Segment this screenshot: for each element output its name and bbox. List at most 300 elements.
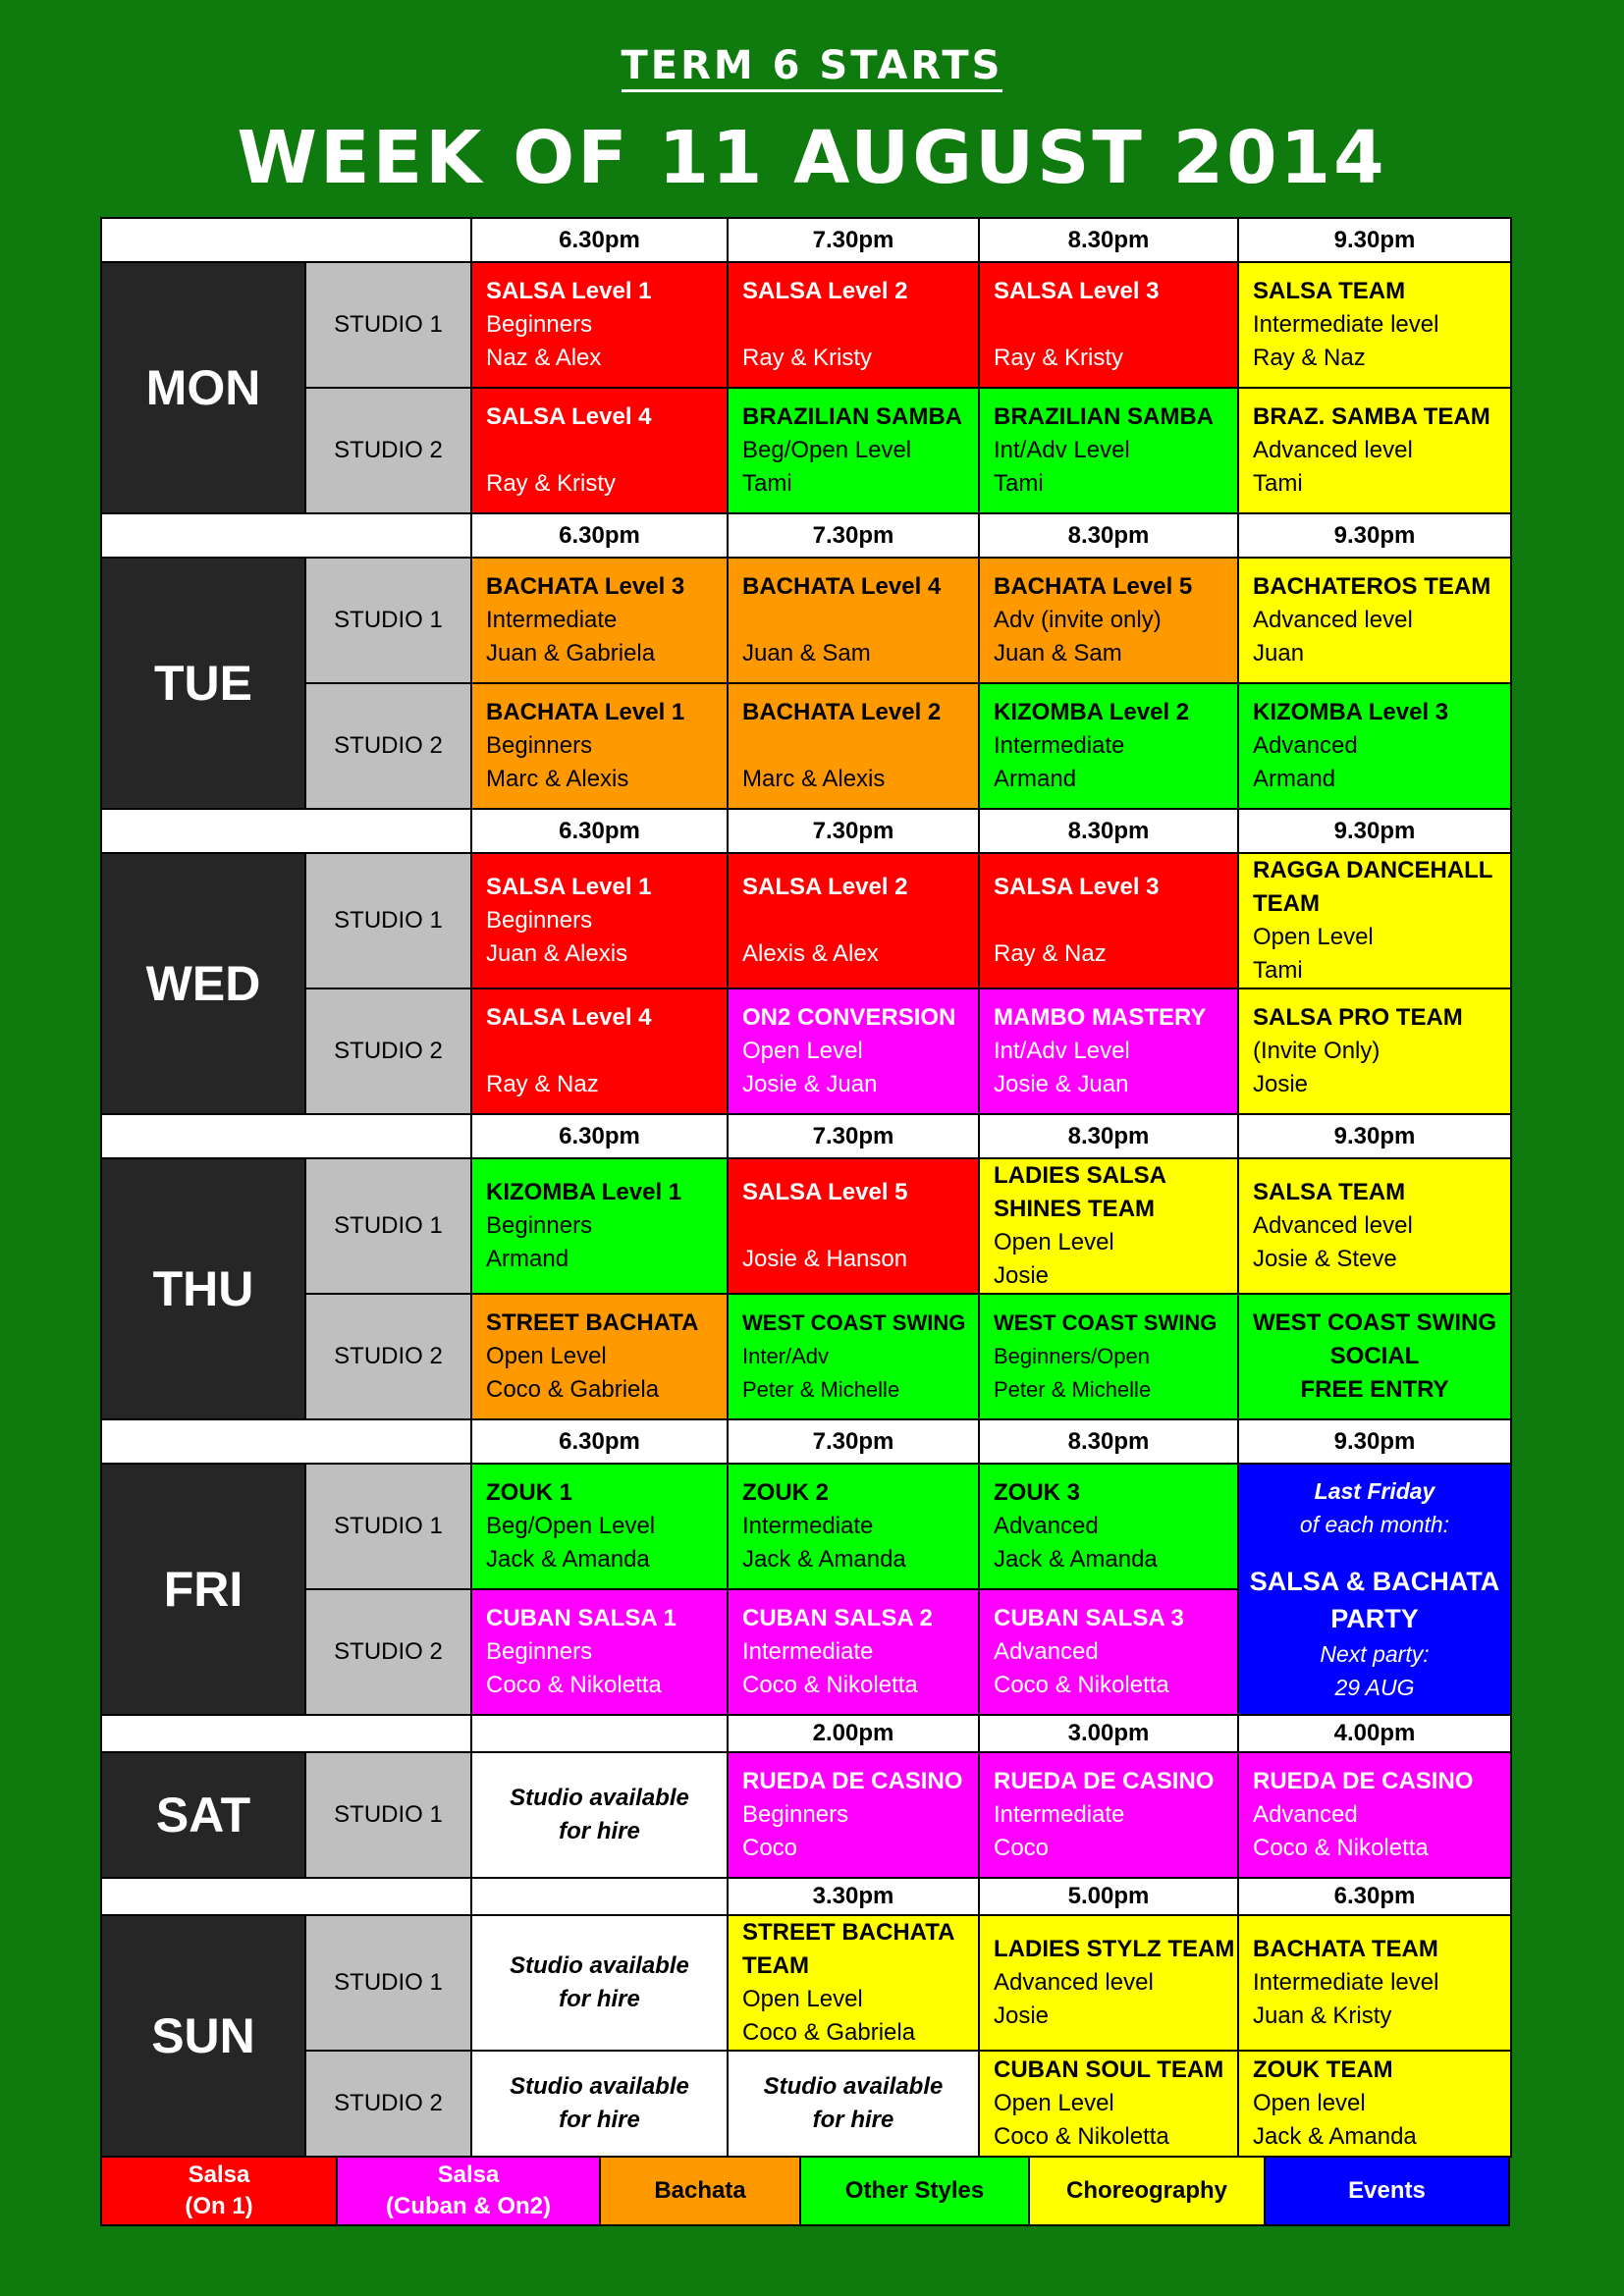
cell-line: Advanced [1253,1801,1358,1828]
class-title: ZOUK TEAM [1253,2056,1393,2083]
time-header [978,1113,1239,1159]
class-cell [1237,2050,1512,2158]
class-title: STREET BACHATA [486,1309,699,1336]
class-title: BACHATA Level 2 [742,699,942,725]
cell-line: Armand [1253,766,1336,792]
class-cell [1237,852,1512,989]
studio-label [304,852,472,989]
class-title: RUEDA DE CASINO [1253,1768,1474,1794]
class-title: SALSA Level 2 [742,874,908,900]
cell-line: Ray & Kristy [994,345,1124,371]
time-label: 4.00pm [1333,1720,1416,1746]
day-name: MON [145,360,261,415]
cell-line: Beginners [486,732,593,759]
class-title: KIZOMBA Level 2 [994,699,1190,725]
hire-cell [727,2050,980,2158]
time-label: 2.00pm [812,1720,894,1746]
time-header [470,217,729,263]
cell-line: Ray & Kristy [742,345,873,371]
cell-line: Adv (invite only) [994,607,1162,633]
class-cell [1237,387,1512,514]
time-header [1237,1877,1512,1916]
cell-line: of each month: [1299,1512,1450,1537]
class-cell [727,261,980,389]
cell-line: Intermediate level [1253,1969,1439,1996]
page-title: WEEK OF 11 AUGUST 2014 [237,116,1387,200]
studio-label [304,1463,472,1590]
time-label: 7.30pm [812,1122,894,1149]
legend-item [801,2158,1030,2224]
legend-label: Salsa [188,2162,250,2188]
class-title: Studio available [510,2073,689,2100]
color-legend [100,2156,1510,2226]
class-title: BRAZILIAN SAMBA [742,403,962,430]
studio-label [304,2050,472,2158]
studio-name: STUDIO 1 [334,907,443,934]
cell-line: Jack & Amanda [994,1546,1158,1573]
cell-line: Coco & Nikoletta [742,1672,918,1698]
class-cell [470,261,729,389]
day-name: SAT [155,1788,251,1842]
legend-label: (Cuban & On2) [386,2193,551,2219]
day-label-fri [100,1463,306,1716]
class-title: ZOUK 3 [994,1479,1081,1506]
cell-line: Josie & Steve [1253,1246,1397,1272]
cell-line: Advanced level [1253,1212,1413,1239]
day-label-tue [100,557,306,810]
cell-line: Beginners [486,1638,593,1665]
time-header-blank [100,808,472,854]
time-label: 5.00pm [1067,1883,1150,1909]
studio-label [304,1914,472,2052]
spacer [1247,1541,1502,1563]
cell-line: Advanced [994,1638,1099,1665]
cell-line: Beginners [486,1212,593,1239]
term-heading-text: TERM 6 STARTS [622,43,1003,92]
cell-line [742,729,978,763]
class-title: SALSA Level 5 [742,1179,908,1205]
cell-line: Marc & Alexis [742,766,886,792]
day-name: THU [152,1261,254,1316]
class-cell [727,1751,980,1879]
cell-line: Josie & Hanson [742,1246,908,1272]
studio-name: STUDIO 1 [334,311,443,338]
cell-line: Juan & Sam [994,640,1122,667]
class-cell [470,852,729,989]
class-title: WEST COAST SWING [742,1310,966,1335]
cell-line: Intermediate [994,732,1125,759]
class-cell [978,852,1239,989]
cell-line: Open Level [486,1343,607,1369]
cell-line: Coco [742,1835,798,1861]
cell-line: PARTY [1330,1604,1419,1633]
legend-label: Bachata [654,2177,746,2204]
class-cell [978,557,1239,684]
legend-item [601,2158,801,2224]
time-header [1237,1418,1512,1465]
class-cell [978,1293,1239,1420]
class-title: ZOUK 1 [486,1479,573,1506]
cell-line: Josie & Juan [742,1071,878,1097]
cell-line: Tami [1253,470,1303,497]
cell-line [486,434,727,467]
cell-line: Beginners [486,311,593,338]
studio-label [304,387,472,514]
class-cell [978,988,1239,1115]
cell-line [742,604,978,637]
cell-line: Peter & Michelle [742,1377,900,1402]
time-header [978,512,1239,559]
time-label: 8.30pm [1067,226,1150,253]
studio-name: STUDIO 2 [334,2090,443,2116]
cell-line: Int/Adv Level [994,437,1130,463]
class-title: STREET BACHATA [742,1919,955,1946]
class-title: KIZOMBA Level 1 [486,1179,682,1205]
cell-line: Intermediate [742,1638,874,1665]
time-header [978,1418,1239,1465]
class-title: RUEDA DE CASINO [994,1768,1215,1794]
cell-line: Intermediate [486,607,618,633]
cell-line: Juan & Sam [742,640,871,667]
time-label: 8.30pm [1067,817,1150,844]
time-header [470,1877,729,1916]
cell-line [994,308,1237,342]
time-label: 8.30pm [1067,1427,1150,1455]
studio-name: STUDIO 1 [334,1212,443,1239]
time-label: 6.30pm [1333,1883,1416,1909]
class-cell [470,387,729,514]
class-cell [727,988,980,1115]
time-header [727,808,980,854]
cell-line: SHINES TEAM [994,1196,1156,1222]
time-label: 8.30pm [1067,521,1150,549]
class-cell [727,1588,980,1716]
class-title: WEST COAST SWING [994,1310,1218,1335]
class-title: BRAZ. SAMBA TEAM [1253,403,1490,430]
time-label: 7.30pm [812,817,894,844]
cell-line: Ray & Kristy [486,470,617,497]
cell-line: Jack & Amanda [486,1546,650,1573]
class-title: SALSA Level 2 [742,278,908,304]
cell-line [742,1209,978,1243]
cell-line: Josie & Juan [994,1071,1129,1097]
time-header [727,1877,980,1916]
time-header [1237,217,1512,263]
class-cell [470,557,729,684]
cell-line: Beginners/Open [994,1344,1150,1368]
cell-line [994,904,1237,937]
class-cell [978,682,1239,810]
cell-line [742,904,978,937]
class-title: LADIES SALSA [994,1162,1167,1189]
cell-line: Ray & Naz [994,940,1107,967]
class-cell [727,557,980,684]
studio-name: STUDIO 1 [334,607,443,633]
class-title: RAGGA DANCEHALL [1253,857,1493,883]
studio-name: STUDIO 2 [334,732,443,759]
studio-label [304,988,472,1115]
cell-line: Coco & Gabriela [742,2019,916,2046]
class-cell [727,1157,980,1295]
cell-line: Int/Adv Level [994,1038,1130,1064]
class-title: BACHATA Level 1 [486,699,685,725]
class-cell [727,387,980,514]
class-cell [727,682,980,810]
cell-line: Peter & Michelle [994,1377,1152,1402]
time-label: 8.30pm [1067,1122,1150,1149]
time-header [1237,808,1512,854]
day-name: WED [145,956,261,1011]
cell-line: (Invite Only) [1253,1038,1380,1064]
cell-line: Tami [1253,957,1303,984]
class-title: Last Friday [1314,1478,1435,1504]
cell-line: Advanced level [994,1969,1154,1996]
cell-line: Jack & Amanda [742,1546,906,1573]
class-cell [470,1463,729,1590]
cell-line: Advanced [994,1513,1099,1539]
time-header [727,1418,980,1465]
cell-line: Marc & Alexis [486,766,629,792]
day-name: SUN [151,2008,255,2063]
cell-line: SOCIAL [1329,1343,1420,1369]
cell-line: Ray & Naz [1253,345,1366,371]
class-title: ZOUK 2 [742,1479,830,1506]
cell-line: Jack & Amanda [1253,2123,1417,2150]
day-label-sat [100,1751,306,1879]
cell-line: Juan & Kristy [1253,2002,1392,2029]
party-cell [1237,1463,1512,1716]
cell-line: Armand [994,766,1077,792]
time-header [727,217,980,263]
hire-cell [470,2050,729,2158]
term-heading [0,43,1624,88]
class-cell [470,1588,729,1716]
class-title: CUBAN SOUL TEAM [994,2056,1224,2083]
cell-line: 29 AUG [1334,1675,1415,1700]
legend-item [1030,2158,1266,2224]
time-label: 6.30pm [559,1122,640,1149]
class-title: CUBAN SALSA 3 [994,1605,1184,1631]
class-cell [727,1463,980,1590]
hire-cell [470,1751,729,1879]
class-title: CUBAN SALSA 2 [742,1605,933,1631]
class-title: MAMBO MASTERY [994,1004,1207,1031]
cell-line: TEAM [1253,890,1320,917]
cell-line: Alexis & Alex [742,940,879,967]
class-cell [470,1157,729,1295]
cell-line: Open Level [742,1038,863,1064]
class-title: SALSA Level 3 [994,278,1160,304]
studio-name: STUDIO 2 [334,1638,443,1665]
class-cell [1237,557,1512,684]
studio-label [304,261,472,389]
studio-label [304,557,472,684]
cell-line: Armand [486,1246,569,1272]
class-title: Studio available [510,1952,689,1979]
time-header-blank [100,217,472,263]
studio-name: STUDIO 1 [334,1969,443,1996]
studio-label [304,1157,472,1295]
time-label: 9.30pm [1333,226,1416,253]
time-header [1237,1113,1512,1159]
legend-label: Events [1348,2177,1426,2204]
cell-line: Beginners [486,907,593,934]
class-cell [978,1157,1239,1295]
cell-line: Naz & Alex [486,345,602,371]
cell-line: Tami [742,470,792,497]
cell-line: Coco & Nikoletta [994,1672,1169,1698]
cell-line: Juan [1253,640,1305,667]
class-cell [978,1914,1239,2052]
cell-line: TEAM [742,1952,809,1979]
class-title: SALSA Level 4 [486,1004,652,1031]
cell-line: Juan & Gabriela [486,640,656,667]
cell-line: Tami [994,470,1044,497]
time-label: 9.30pm [1333,1427,1416,1455]
class-cell [727,1914,980,2052]
class-title: KIZOMBA Level 3 [1253,699,1449,725]
cell-line: Coco & Nikoletta [486,1672,662,1698]
time-header [727,1714,980,1753]
studio-label [304,682,472,810]
class-cell [1237,1914,1512,2052]
time-header [978,808,1239,854]
time-label: 9.30pm [1333,817,1416,844]
class-title: ON2 CONVERSION [742,1004,956,1031]
cell-line: for hire [559,1986,640,2012]
class-title: CUBAN SALSA 1 [486,1605,677,1631]
legend-item [338,2158,601,2224]
day-label-wed [100,852,306,1115]
class-cell [978,1588,1239,1716]
time-label: 7.30pm [812,1427,894,1455]
class-title: SALSA PRO TEAM [1253,1004,1463,1031]
cell-line: Inter/Adv [742,1344,830,1368]
class-title: SALSA Level 4 [486,403,652,430]
cell-line: Josie [1253,1071,1309,1097]
time-header-blank [100,1113,472,1159]
cell-line: for hire [559,1818,640,1844]
class-cell [1237,988,1512,1115]
class-cell [1237,261,1512,389]
class-cell [727,1293,980,1420]
time-label: 6.30pm [559,1427,640,1455]
time-header [470,1418,729,1465]
cell-line: Josie [994,1262,1050,1289]
cell-line: Advanced level [1253,437,1413,463]
time-header [470,512,729,559]
class-cell [978,2050,1239,2158]
studio-name: STUDIO 2 [334,1038,443,1064]
legend-label: Salsa [437,2162,500,2188]
day-label-thu [100,1157,306,1420]
time-label: 9.30pm [1333,1122,1416,1149]
cell-line [742,308,978,342]
class-title: BACHATA Level 4 [742,573,942,600]
time-label: 9.30pm [1333,521,1416,549]
time-header [470,808,729,854]
cell-line: Beg/Open Level [742,437,912,463]
time-label: 3.30pm [812,1883,894,1909]
class-title: SALSA Level 3 [994,874,1160,900]
studio-label [304,1293,472,1420]
time-header [470,1113,729,1159]
hire-cell [470,1914,729,2052]
studio-name: STUDIO 1 [334,1801,443,1828]
cell-line: Coco & Nikoletta [1253,1835,1429,1861]
cell-line: Ray & Naz [486,1071,599,1097]
class-title: BACHATA Level 3 [486,573,685,600]
cell-line: Open Level [742,1986,863,2012]
class-title: Studio available [510,1785,689,1811]
time-header [1237,1714,1512,1753]
studio-name: STUDIO 2 [334,1343,443,1369]
class-title: BACHATA Level 5 [994,573,1193,600]
class-title: SALSA TEAM [1253,278,1406,304]
class-title: BACHATEROS TEAM [1253,573,1491,600]
cell-line: Advanced level [1253,607,1413,633]
time-label: 6.30pm [559,817,640,844]
cell-line: Open level [1253,2090,1366,2116]
class-cell [978,261,1239,389]
class-cell [1237,1157,1512,1295]
legend-label: Choreography [1065,2177,1227,2204]
cell-line: Coco & Nikoletta [994,2123,1169,2150]
class-title: SALSA TEAM [1253,1179,1406,1205]
cell-line: Intermediate level [1253,311,1439,338]
cell-line: for hire [559,2107,640,2133]
class-cell [470,1293,729,1420]
time-header-blank [100,1877,472,1916]
cell-line: Next party: [1320,1641,1430,1667]
class-cell [1237,1751,1512,1879]
cell-line [486,1035,727,1068]
time-label: 7.30pm [812,521,894,549]
legend-label: Other Styles [844,2177,985,2204]
cell-line: Open Level [994,1229,1114,1255]
day-label-sun [100,1914,306,2158]
class-title: RUEDA DE CASINO [742,1768,963,1794]
cell-line: Open Level [1253,924,1374,950]
time-header [727,512,980,559]
time-header-blank [100,512,472,559]
class-cell [978,1463,1239,1590]
time-header [1237,512,1512,559]
studio-label [304,1751,472,1879]
time-header [978,1714,1239,1753]
cell-line: Coco & Gabriela [486,1376,660,1403]
class-cell [978,387,1239,514]
time-label: 7.30pm [812,226,894,253]
legend-label: (On 1) [185,2193,253,2219]
day-name: FRI [163,1562,244,1617]
class-cell [727,852,980,989]
cell-line: Open Level [994,2090,1114,2116]
cell-line: Advanced [1253,732,1358,759]
studio-name: STUDIO 2 [334,437,443,463]
class-cell [1237,1293,1512,1420]
class-title: WEST COAST SWING [1253,1309,1496,1336]
day-label-mon [100,261,306,514]
time-label: 6.30pm [559,521,640,549]
cell-line: Beginners [742,1801,849,1828]
time-header-blank [100,1714,472,1753]
cell-line: Beg/Open Level [486,1513,656,1539]
time-header [727,1113,980,1159]
class-title: SALSA Level 1 [486,874,652,900]
time-header-blank [100,1418,472,1465]
time-label: 3.00pm [1067,1720,1150,1746]
